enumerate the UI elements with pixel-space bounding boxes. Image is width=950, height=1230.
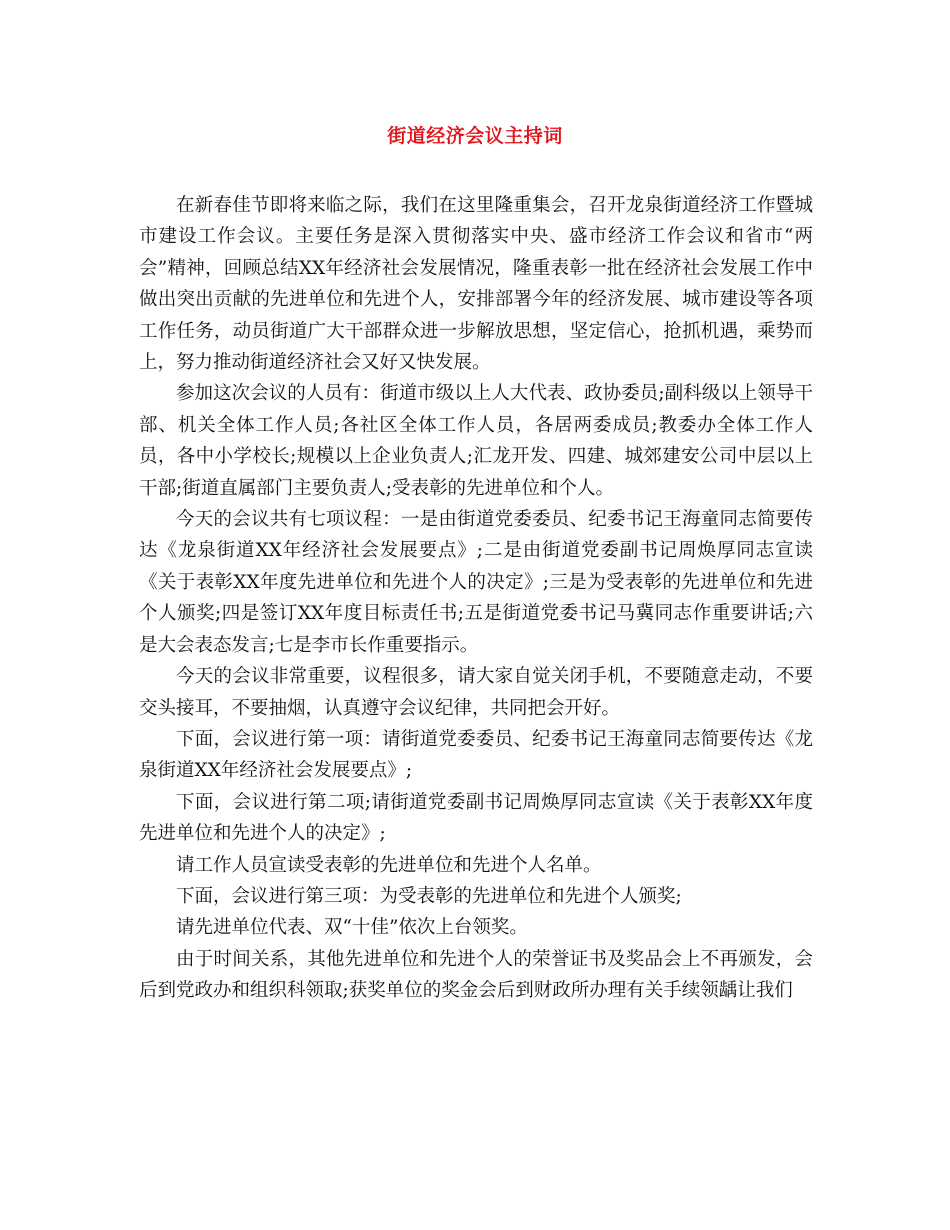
paragraph: 请先进单位代表、双“十佳”依次上台领奖。 xyxy=(176,917,528,939)
paragraph: 今天的会议共有七项议程：一是由街道党委委员、纪委书记王海童同志简要传达《龙泉街道XX年经济社会发展要点》;二是由街道党委副书记周焕厚同志宣读《关于表彰XX年度先进单位和先进个人的决定》;三是为受表彰的先进单位和先进个人颁奖;四是签订XX年度目标责任书;五是街道党委书记马冀同志作重要讲话;六是大会表态发言;七是李市长作重要指示。 xyxy=(139,509,813,656)
document-body xyxy=(139,190,813,1007)
paragraph: 在新春佳节即将来临之际，我们在这里隆重集会，召开龙泉街道经济工作暨城市建设工作会议。主要任务是深入贯彻落实中央、盛市经济工作会议和省市“两会”精神，回顾总结XX年经济社会发展情况，隆重表彰一批在经济社会发展工作中做出突出贡献的先进单位和先进个人，安排部署今年的经济发展、城市建设等各项工作任务，动员街道广大干部群众进一步解放思想，坚定信心，抢抓机遇，乘势而上，努力推动街道经济社会又好又快发展。 xyxy=(139,195,813,374)
paragraph: 下面，会议进行第一项：请街道党委委员、纪委书记王海童同志简要传达《龙泉街道XX年经济社会发展要点》; xyxy=(139,728,813,782)
paragraph: 今天的会议非常重要，议程很多，请大家自觉关闭手机，不要随意走动，不要交头接耳，不要抽烟，认真遵守会议纪律，共同把会开好。 xyxy=(139,666,813,719)
paragraph: 参加这次会议的人员有：街道市级以上人大代表、政协委员;副科级以上领导干部、机关全体工作人员;各社区全体工作人员，各居两委成员;教委办全体工作人员，各中小学校长;规模以上企业负责人;汇龙开发、四建、城郊建安公司中层以上干部;街道直属部门主要负责人;受表彰的先进单位和个人。 xyxy=(139,383,813,499)
paragraph: 下面，会议进行第二项;请街道党委副书记周焕厚同志宣读《关于表彰XX年度先进单位和先进个人的决定》; xyxy=(139,791,813,845)
document-title: 街道经济会议主持词 xyxy=(387,125,563,147)
paragraph: 由于时间关系，其他先进单位和先进个人的荣誉证书及奖品会上不再颁发，会后到党政办和组织科领取;获奖单位的奖金会后到财政所办理有关手续领龋让我们 xyxy=(139,948,813,1002)
paragraph: 请工作人员宣读受表彰的先进单位和先进个人名单。 xyxy=(176,854,602,876)
paragraph: 下面，会议进行第三项：为受表彰的先进单位和先进个人颁奖; xyxy=(176,885,682,907)
